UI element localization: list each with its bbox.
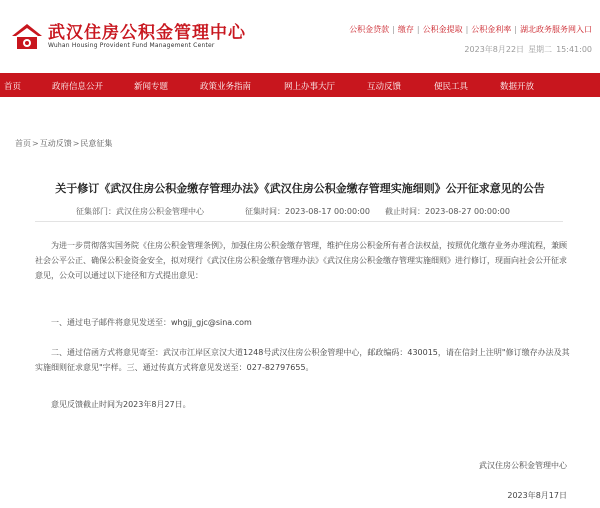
article-paragraph-email: 一、通过电子邮件将意见发送至：whgjj_gjc@sina.com: [51, 318, 252, 327]
article-paragraph-mail-fax: 二、通过信函方式将意见寄至：武汉市江岸区京汉大道1248号武汉住房公积金管理中心，邮政编码：430015，请在信封上注明"修订缴存办法及其实施细则征求意见"字样。三、通过传真方式将意见发送至：027-82797655。: [35, 348, 570, 372]
quick-link-deposit[interactable]: 缴存: [397, 25, 414, 34]
meta-start-value: 2023-08-17 00:00:00: [285, 207, 370, 216]
main-nav: [0, 73, 600, 97]
quick-link-hubei-portal[interactable]: 湖北政务服务网入口: [520, 25, 592, 34]
nav-item-tools[interactable]: 便民工具: [434, 82, 469, 92]
breadcrumb-public-opinion[interactable]: 民意征集: [80, 139, 113, 148]
nav-item-feedback[interactable]: 互动反馈: [367, 82, 402, 92]
nav-item-news[interactable]: 新闻专题: [134, 82, 169, 92]
meta-department-label: 征集部门：: [76, 207, 116, 216]
link-separator: |: [514, 25, 517, 34]
site-logo[interactable]: [10, 22, 246, 52]
breadcrumb-separator: >: [32, 139, 39, 148]
nav-item-gov-info[interactable]: 政府信息公开: [52, 82, 104, 92]
current-datetime: [464, 44, 592, 55]
breadcrumb-home[interactable]: 首页: [15, 139, 31, 148]
nav-item-online-hall[interactable]: 网上办事大厅: [284, 82, 336, 92]
meta-end-label: 截止时间：: [385, 207, 425, 216]
current-weekday: 星期二: [528, 45, 553, 54]
site-header: [0, 0, 600, 72]
meta-end-value: 2023-08-27 00:00:00: [425, 207, 510, 216]
quick-links: [349, 24, 592, 35]
house-logo-icon: [10, 22, 44, 52]
meta-department: [76, 206, 204, 217]
article-signature-date: 2023年8月17日: [507, 491, 567, 500]
quick-link-withdraw[interactable]: 公积金提取: [422, 25, 463, 34]
breadcrumb-separator: >: [72, 139, 80, 148]
article-title: 关于修订《武汉住房公积金缴存管理办法》《武汉住房公积金缴存管理实施细则》公开征求意见的公告: [55, 182, 545, 195]
nav-item-policy-guide[interactable]: 政策业务指南: [200, 82, 252, 92]
quick-link-rate[interactable]: 公积金利率: [471, 25, 512, 34]
nav-item-open-data[interactable]: 数据开放: [500, 82, 535, 92]
article-signature: 武汉住房公积金管理中心: [479, 461, 567, 470]
current-date: 2023年8月22日: [464, 45, 525, 54]
site-name-english: Wuhan Housing Provident Fund Management Center: [48, 42, 215, 49]
site-name: 武汉住房公积金管理中心: [48, 23, 246, 43]
meta-divider: [35, 221, 563, 222]
nav-item-home[interactable]: 首页: [4, 82, 22, 92]
breadcrumb-feedback[interactable]: 互动反馈: [39, 139, 72, 148]
breadcrumb: [15, 138, 112, 149]
meta-department-value: 武汉住房公积金管理中心: [116, 207, 204, 216]
meta-start-label: 征集时间：: [245, 207, 285, 216]
meta-start-time: [245, 206, 370, 217]
current-time: 15:41:00: [556, 45, 592, 54]
article-paragraph-deadline: 意见反馈截止时间为2023年8月27日。: [51, 400, 191, 409]
link-separator: |: [392, 25, 395, 34]
meta-end-time: [385, 206, 510, 217]
link-separator: |: [465, 25, 469, 34]
quick-link-loan[interactable]: 公积金贷款: [349, 25, 390, 34]
article-paragraph-intro: 为进一步贯彻落实国务院《住房公积金管理条例》，加强住房公积金缴存管理，维护住房公积金所有者合法权益，按照优化缴存业务办理流程，兼顾社会公平公正、确保公积金资金安全，拟对现行《武汉住房公积金缴存管理办法》《武汉住房公积金缴存管理实施细则》进行修订，现面向社会公开征求意见，公众可以通过以下途径和方式提出意见：: [35, 241, 567, 280]
link-separator: |: [416, 25, 420, 34]
